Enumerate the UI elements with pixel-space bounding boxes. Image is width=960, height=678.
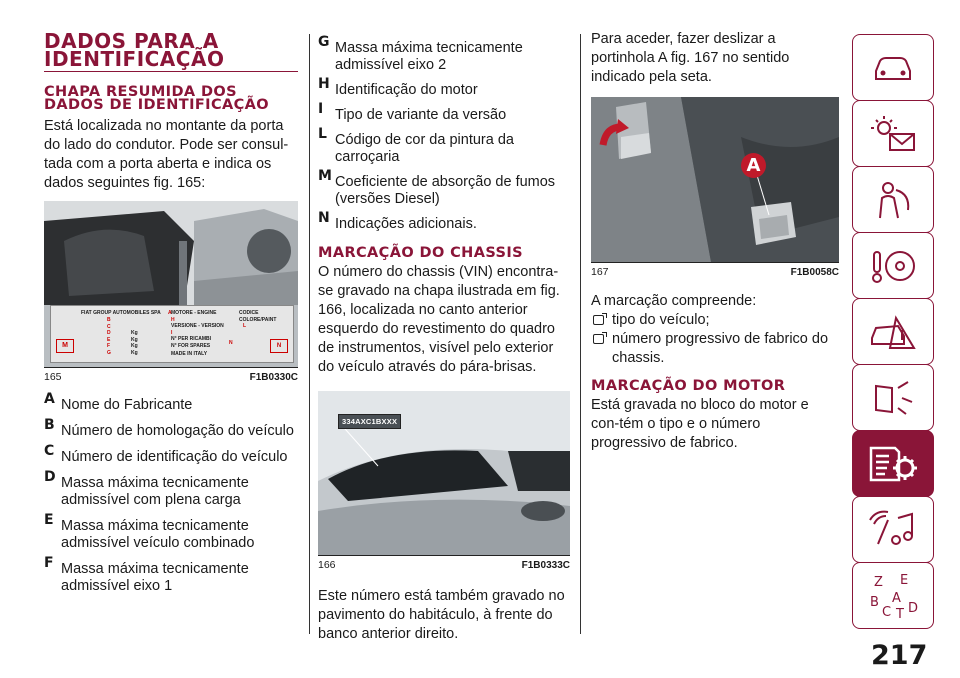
plate-spares: N° FOR SPARES	[171, 342, 211, 349]
engine-paragraph: Está gravada no bloco do motor e con-tém o tipo e o número progressivo de fabrico.	[591, 397, 809, 451]
list-item	[318, 76, 570, 99]
tab-warning-lights[interactable]	[852, 100, 934, 167]
item-key: D	[44, 469, 56, 485]
maintenance-icon	[868, 378, 918, 418]
plate-label-b: B	[107, 317, 111, 323]
figure-code: F1B0330C	[249, 372, 298, 383]
svg-text:C: C	[882, 604, 892, 620]
intro-paragraph: Está localizada no montante da porta do lado do condutor. Pode ser consul-tada com a porta aberta e indica os dados seguintes fig. 165:	[44, 118, 289, 191]
column-divider	[309, 34, 310, 634]
figure-code: F1B0333C	[521, 560, 570, 571]
item-key: I	[318, 101, 324, 117]
marking-intro: A marcação compreende:	[591, 293, 757, 309]
plate-label-e: E	[107, 336, 111, 343]
figure-167	[591, 97, 839, 262]
item-key: M	[318, 168, 332, 184]
item-key: N	[318, 210, 330, 226]
figure-166	[318, 391, 570, 555]
plate-codice: CODICE COLORE/PAINT	[239, 310, 277, 323]
svg-text:E: E	[900, 572, 909, 588]
figure-number: 167	[591, 266, 609, 278]
item-text: Massa máxima tecnicamente admissível veículo combinado	[61, 518, 255, 551]
list-item	[44, 391, 298, 414]
vin-plate: 334AXC1BXXX	[338, 414, 401, 429]
item-key: A	[44, 391, 55, 407]
item-text: Massa máxima tecnicamente admissível com plena carga	[61, 475, 249, 508]
plate-label-g: G	[107, 349, 111, 356]
plate-label-c: C	[107, 323, 111, 330]
figure-number: 166	[318, 559, 336, 571]
item-key: L	[318, 126, 327, 142]
callout-a-label: A	[746, 155, 761, 176]
figure-code: F1B0058C	[790, 267, 839, 278]
tab-dashboard[interactable]	[852, 34, 934, 101]
legend-list	[318, 34, 570, 233]
item-text: Código de cor da pintura da carroçaria	[335, 132, 514, 165]
item-text: Tipo de variante da versão	[335, 107, 507, 123]
list-item	[44, 512, 298, 552]
item-text: Indicações adicionais.	[335, 216, 477, 232]
callout-a	[741, 153, 766, 178]
bullet-text: número progressivo de fabrico do chassis.	[612, 331, 829, 366]
plate-box-m	[56, 339, 74, 353]
tab-maintenance[interactable]	[852, 364, 934, 431]
safety-icon	[870, 180, 916, 220]
plate-versione: VERSIONE - VERSION	[171, 323, 224, 329]
tab-technical-data[interactable]	[852, 430, 934, 497]
item-text: Número de identificação do veículo	[61, 449, 288, 465]
plate-kg: Kg	[131, 330, 138, 336]
item-text: Coeficiente de absorção de fumos (versões Diesel)	[335, 174, 556, 207]
warning-lights-icon	[868, 114, 918, 154]
dashboard-icon	[870, 51, 916, 85]
legend-list	[44, 391, 298, 595]
bullet-text: tipo do veículo;	[612, 312, 710, 328]
plate-header: FIAT GROUP AUTOMOBILES SPA	[81, 310, 161, 316]
plate-label-f: F	[107, 343, 111, 349]
plate-label-l: L	[243, 323, 247, 329]
column-1	[44, 0, 298, 595]
plate-label-a: A	[167, 310, 172, 316]
section-heading-engine: MARCAÇÃO DO MOTOR	[591, 378, 786, 394]
section-title: DADOS PARA A IDENTIFICAÇÃO	[44, 29, 225, 71]
bullet-icon	[593, 315, 604, 325]
chassis-paragraph: O número do chassis (VIN) encontra-se gravado na chapa ilustrada em fig. 166, localizada no canto anterior esquerdo do revestimento do quadro de instrumentos, visível pelo exterior do veículo através do pára-brisas.	[318, 264, 560, 375]
svg-text:Z: Z	[874, 574, 883, 590]
figure-165	[44, 201, 298, 367]
section-heading-chassis: MARCAÇÃO DO CHASSIS	[318, 245, 523, 261]
plate-motore: MOTORE - ENGINE	[171, 310, 217, 316]
column-3	[591, 0, 839, 453]
floor-paragraph: Este número está também gravado no pavimento do habitáculo, à frente do banco anterior direito.	[318, 588, 565, 642]
plate-ricambi: N° PER RICAMBI	[171, 336, 212, 342]
tab-multimedia[interactable]	[852, 496, 934, 563]
index-icon	[866, 572, 920, 620]
svg-text:T: T	[896, 606, 904, 620]
plate-kg: Kg	[131, 343, 138, 349]
figure-rule	[318, 555, 570, 556]
subsection-title: CHAPA RESUMIDA DOS DADOS DE IDENTIFICAÇÃO	[44, 84, 270, 113]
svg-text:D: D	[908, 600, 919, 616]
plate-made: MADE IN ITALY	[171, 351, 208, 357]
item-key: G	[318, 34, 330, 50]
item-key: B	[44, 417, 55, 433]
multimedia-icon	[868, 510, 918, 550]
bullet-icon	[593, 334, 604, 344]
plate-box-n	[270, 339, 288, 353]
list-item	[318, 34, 570, 74]
svg-text:A: A	[892, 590, 901, 606]
item-key: H	[318, 76, 330, 92]
figure-caption	[591, 266, 839, 278]
list-item	[44, 555, 298, 595]
item-text: Nome do Fabricante	[61, 397, 193, 413]
driving-icon	[868, 246, 918, 286]
floor-hatch-image	[591, 97, 839, 262]
figure-rule	[44, 367, 298, 368]
plate-kg: Kg	[131, 349, 138, 356]
plate-label-h: H	[171, 316, 175, 323]
plate-label-n-inline: N	[229, 340, 233, 346]
item-text: Massa máxima tecnicamente admissível eixo 1	[61, 561, 249, 594]
plate-label-m: M	[62, 342, 68, 349]
tab-driving[interactable]	[852, 232, 934, 299]
figure-rule	[591, 262, 839, 263]
column-2	[318, 0, 570, 644]
figure-number: 165	[44, 371, 62, 383]
access-paragraph: Para aceder, fazer deslizar a portinhola A fig. 167 no sentido indicado pela seta.	[591, 31, 790, 85]
tab-safety[interactable]	[852, 166, 934, 233]
tab-index[interactable]	[852, 562, 934, 629]
list-item	[44, 469, 298, 509]
list-item	[318, 210, 570, 233]
item-key: F	[44, 555, 54, 571]
plate-label-i: I	[171, 329, 173, 336]
list-item	[44, 417, 298, 440]
page-number: 217	[871, 640, 928, 671]
list-item	[44, 443, 298, 466]
item-key: E	[44, 512, 54, 528]
item-text: Massa máxima tecnicamente admissível eixo 2	[335, 40, 523, 73]
list-item	[318, 126, 570, 166]
list-item	[591, 311, 839, 330]
plate-label-n: N	[276, 343, 282, 349]
figure-caption	[44, 371, 298, 383]
identification-plate	[50, 305, 294, 363]
technical-data-icon	[865, 442, 921, 486]
item-text: Identificação do motor	[335, 82, 478, 98]
column-divider	[580, 34, 581, 634]
svg-text:B: B	[870, 594, 879, 610]
list-item	[318, 168, 570, 208]
plate-label-d: D	[107, 330, 111, 336]
item-text: Número de homologação do veículo	[61, 423, 294, 439]
tab-emergency[interactable]	[852, 298, 934, 365]
item-key: C	[44, 443, 55, 459]
list-item	[318, 101, 570, 124]
list-item	[591, 330, 839, 368]
title-rule	[44, 71, 298, 72]
plate-kg: Kg	[131, 336, 138, 343]
figure-caption	[318, 559, 570, 571]
emergency-icon	[868, 312, 918, 352]
